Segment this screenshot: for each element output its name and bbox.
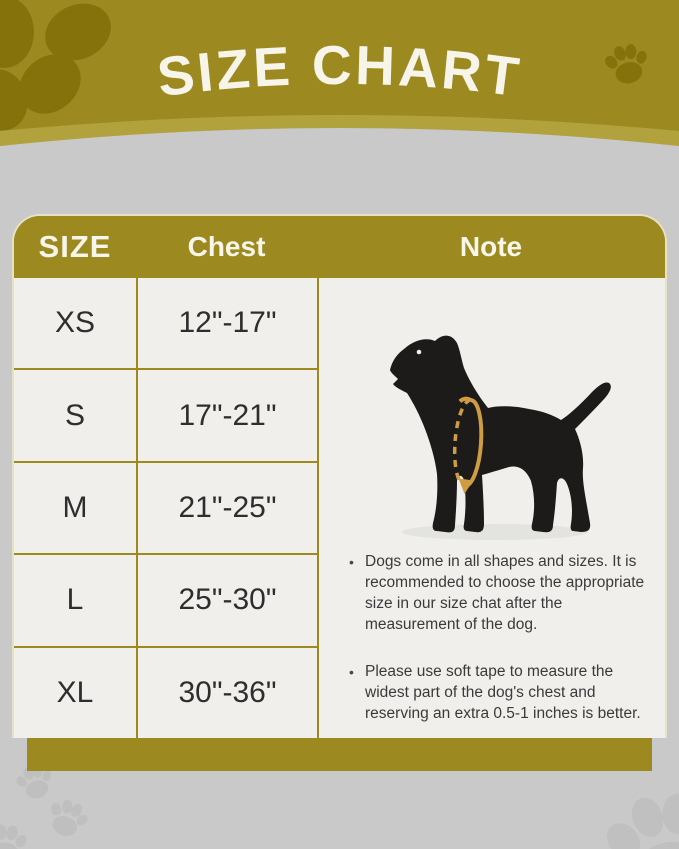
size-cell-xs: XS (14, 278, 136, 368)
size-cell-s: S (14, 370, 136, 460)
size-cell-m: M (14, 463, 136, 553)
dog-measurement-figure (367, 328, 617, 540)
note-item (349, 662, 649, 725)
paw-print-icon (594, 780, 679, 849)
note-text: Dogs come in all shapes and sizes. It is recommended to choose the appropriate size in our size chat after the measurement of the dog. (365, 553, 645, 633)
chest-cell-xs: 12"-17" (138, 278, 317, 368)
size-cell-xl: XL (14, 648, 136, 738)
chest-cell-xl: 30"-36" (138, 648, 317, 738)
chest-cell-m: 21"-25" (138, 463, 317, 553)
table-body (14, 278, 665, 738)
note-list (349, 552, 649, 738)
dog-silhouette-icon (390, 336, 611, 533)
chest-cell-l: 25"-30" (138, 555, 317, 645)
dog-shadow (402, 524, 588, 540)
dog-eye (417, 350, 422, 355)
note-text: Please use soft tape to measure the widest part of the dog's chest and reserving an extra 0.5-1 inches is better. (365, 662, 641, 722)
note-cell (317, 278, 665, 738)
size-chart-table (12, 214, 667, 738)
size-cell-l: L (14, 555, 136, 645)
chest-cell-s: 17"-21" (138, 370, 317, 460)
note-item (349, 552, 649, 636)
bullet-marker: • (349, 663, 354, 680)
header-size: SIZE (38, 229, 112, 264)
table-pedestal-bar (27, 738, 652, 771)
page-title: SIZE CHART (153, 33, 526, 109)
paw-print-icon (0, 760, 94, 849)
table-header-row (14, 216, 665, 278)
size-rows (14, 278, 317, 738)
header-note: Note (459, 231, 523, 262)
bullet-marker: • (349, 554, 354, 570)
header-chest: Chest (187, 231, 266, 262)
